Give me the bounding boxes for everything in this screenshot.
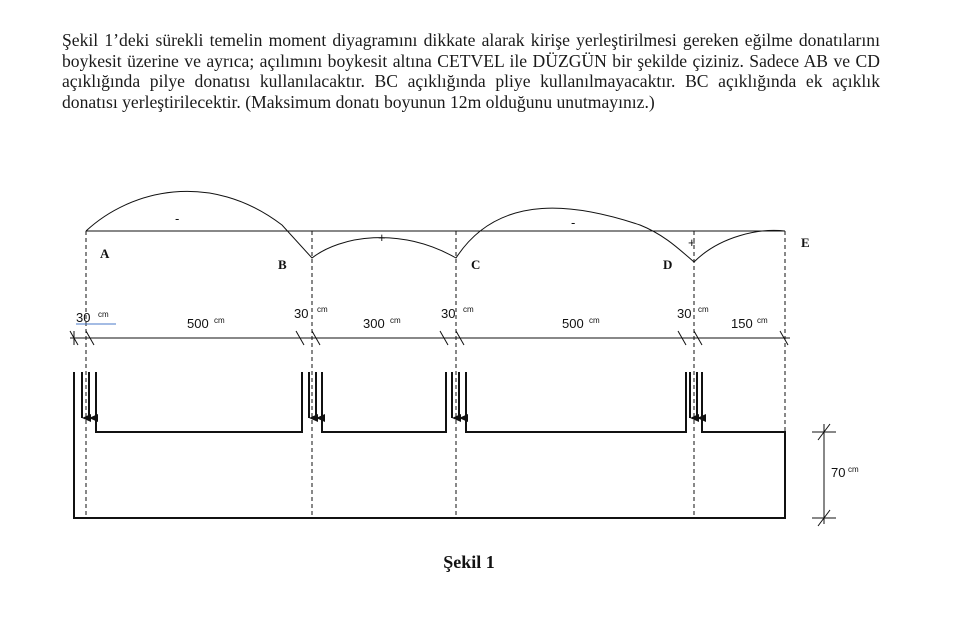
- figure-caption: Şekil 1: [443, 552, 495, 572]
- moment-sign-3: -: [571, 215, 576, 230]
- height-dimension: [812, 424, 861, 526]
- svg-text:cm: cm: [757, 316, 768, 325]
- dim-30-a: [76, 310, 116, 325]
- svg-text:500: 500: [187, 316, 209, 331]
- svg-text:300: 300: [363, 316, 385, 331]
- dim-30-c: [441, 305, 474, 321]
- height-label: 70: [831, 465, 846, 480]
- dim-150-de: [731, 316, 768, 331]
- svg-text:30: 30: [294, 306, 309, 321]
- svg-text:cm: cm: [589, 316, 600, 325]
- beam-outline: [74, 372, 785, 518]
- svg-text:30: 30: [441, 306, 456, 321]
- moment-sign-1: -: [175, 211, 180, 226]
- svg-text:cm: cm: [463, 305, 474, 314]
- point-label-e: E: [801, 235, 810, 250]
- svg-text:cm: cm: [698, 305, 709, 314]
- height-unit: cm: [848, 465, 859, 474]
- moment-curve: [86, 191, 785, 262]
- dim-500-cd: [562, 316, 600, 331]
- moment-sign-4: +: [688, 235, 696, 250]
- point-label-b: B: [278, 257, 287, 272]
- point-label-c: C: [471, 257, 481, 272]
- point-label-d: D: [663, 257, 673, 272]
- dim-30-b: [294, 305, 328, 321]
- point-label-a: A: [100, 246, 110, 261]
- dim-300-bc: [363, 316, 401, 331]
- svg-text:cm: cm: [214, 316, 225, 325]
- dim-30-d: [677, 305, 709, 321]
- load-arrows: [82, 372, 697, 418]
- svg-text:150: 150: [731, 316, 753, 331]
- svg-text:500: 500: [562, 316, 584, 331]
- moment-sign-2: +: [378, 230, 386, 245]
- svg-text:cm: cm: [98, 310, 109, 319]
- svg-text:cm: cm: [390, 316, 401, 325]
- svg-text:cm: cm: [317, 305, 328, 314]
- axis-lines: [86, 231, 785, 518]
- svg-text:30: 30: [677, 306, 692, 321]
- svg-text:30: 30: [76, 310, 91, 325]
- problem-text: Şekil 1’deki sürekli temelin moment diyagramını dikkate alarak kirişe yerleştirilmesi gereken eğilme donatılarını boykesit üzerine ve ayrıca; açılımını boykesit altına CETVEL ile DÜZGÜN bir şekilde çiziniz. Sadece AB ve CD açıklığında pilye donatısı kullanılacaktır. BC açıklığında pliye kullanılmayacaktır. BC açıklığında ek açıklık donatısı yerleştirilecektir. (Maksimum donatı boyunun 12m olduğunu unutmayınız.): [62, 30, 880, 112]
- dim-500-ab: [187, 316, 225, 331]
